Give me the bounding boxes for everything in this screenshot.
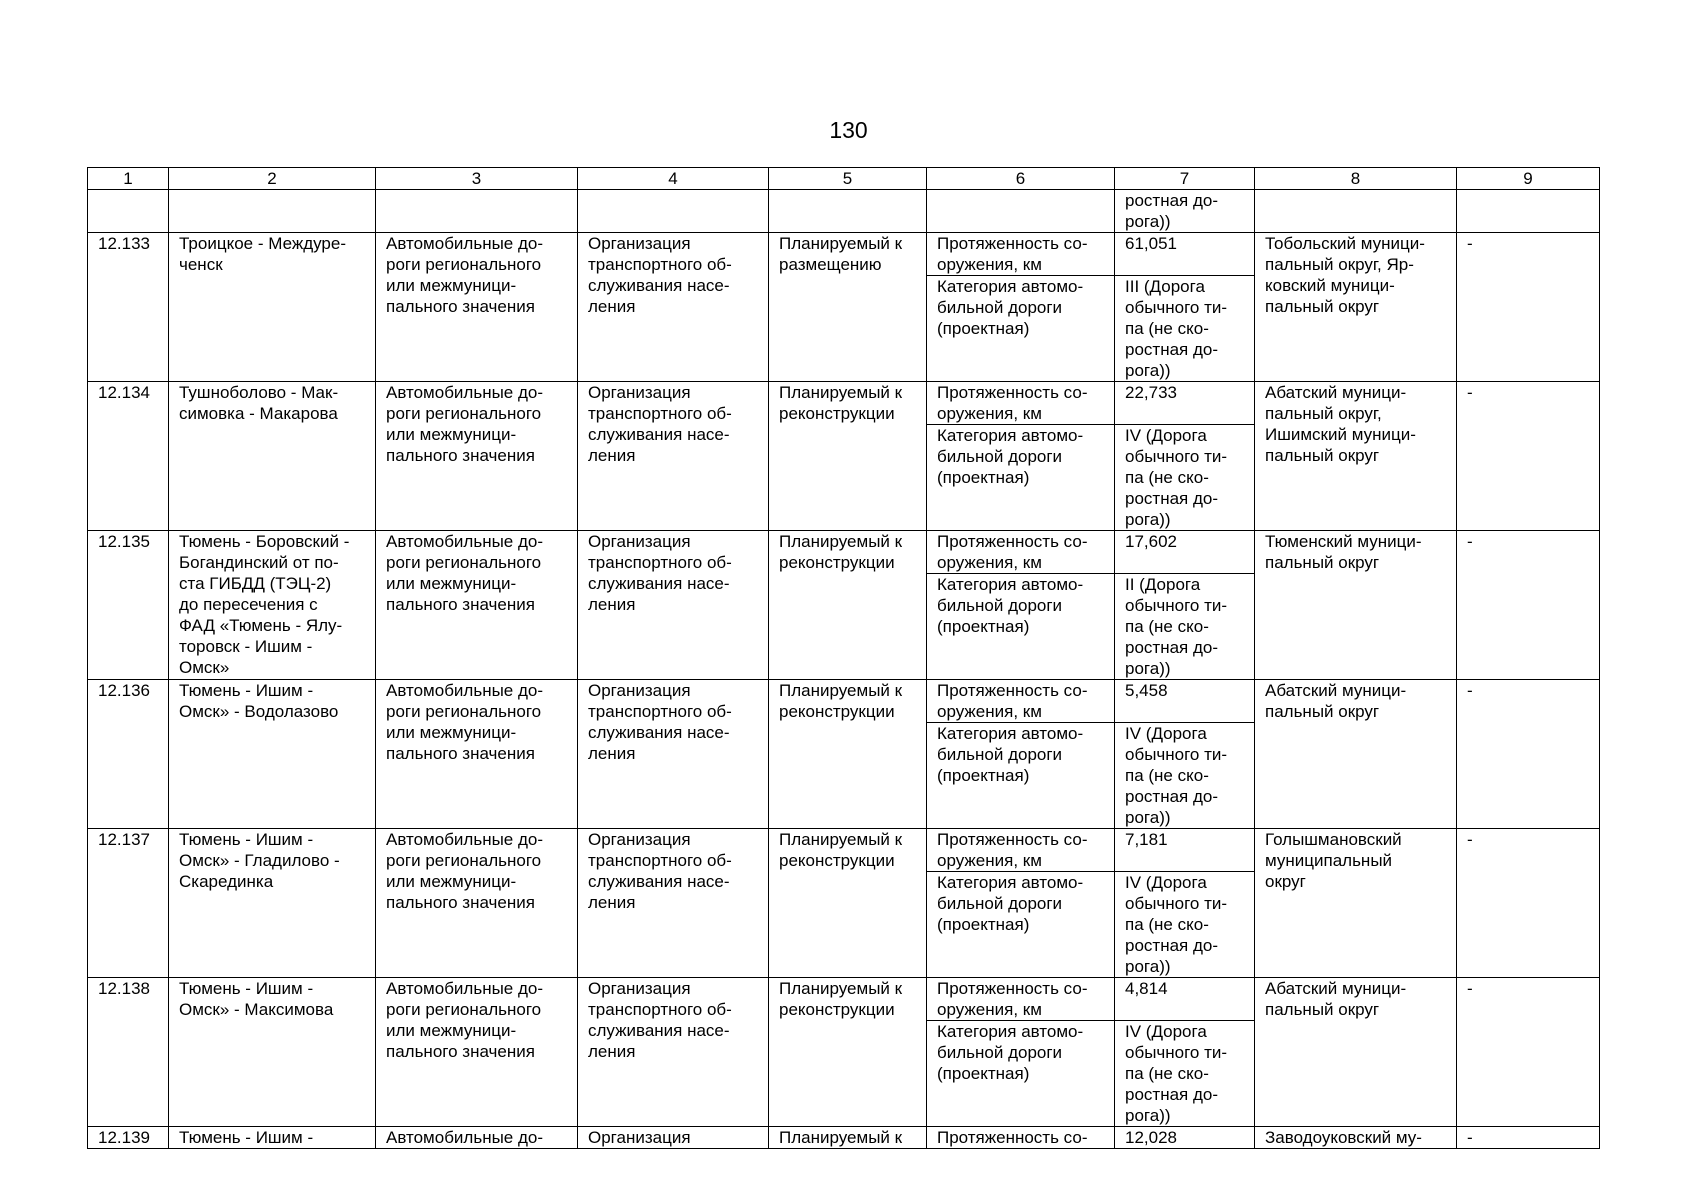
object-number: 12.133 [88, 233, 169, 382]
parameter-value: 7,181 [1115, 829, 1255, 872]
table-row [88, 1127, 1600, 1149]
object-status: Планируемый к реконструкции [769, 978, 927, 1127]
parameter-name: Категория автомо- бильной дороги (проектная) [927, 574, 1115, 680]
parameter-name: Протяженность со- оружения, км [927, 531, 1115, 574]
parameter-name: Категория автомо- бильной дороги (проектная) [927, 1021, 1115, 1127]
objects-table [87, 167, 1600, 1149]
object-name: Тюмень - Боровский - Богандинский от по- ста ГИБДД (ТЭЦ-2) до пересечения с ФАД «Тюмень - Ялу- торовск - Ишим - Омск» [169, 531, 376, 680]
object-purpose: Организация транспортного об- служивания насе- ления [578, 829, 769, 978]
object-name: Тюмень - Ишим - Омск» - Гладилово - Скарединка [169, 829, 376, 978]
object-number: 12.136 [88, 680, 169, 829]
object-type: Автомобильные до- роги регионального или межмуници- пального значения [376, 978, 578, 1127]
column-header: 4 [578, 168, 769, 190]
parameter-value: 17,602 [1115, 531, 1255, 574]
parameter-name: Категория автомо- бильной дороги (проектная) [927, 425, 1115, 531]
object-number: 12.137 [88, 829, 169, 978]
object-location: Голышмановский муниципальный округ [1255, 829, 1457, 978]
parameter-value: III (Дорога обычного ти- па (не ско- ростная до- рога)) [1115, 276, 1255, 382]
column-header: 7 [1115, 168, 1255, 190]
object-type: Автомобильные до- роги регионального или межмуници- пального значения [376, 382, 578, 531]
object-purpose: Организация транспортного об- служивания насе- ления [578, 531, 769, 680]
column-header: 5 [769, 168, 927, 190]
column-number-row [88, 168, 1600, 190]
object-status: Планируемый к размещению [769, 233, 927, 382]
parameter-value: 22,733 [1115, 382, 1255, 425]
object-purpose: Организация транспортного об- служивания насе- ления [578, 382, 769, 531]
object-location: Тобольский муници- пальный округ, Яр- ковский муници- пальный округ [1255, 233, 1457, 382]
object-location: Тюменский муници- пальный округ [1255, 531, 1457, 680]
object-name: Тушноболово - Мак- симовка - Макарова [169, 382, 376, 531]
object-zone: - [1457, 1127, 1600, 1149]
object-location: Абатский муници- пальный округ [1255, 978, 1457, 1127]
column-header: 9 [1457, 168, 1600, 190]
parameter-value: 12,028 [1115, 1127, 1255, 1149]
object-zone: - [1457, 680, 1600, 829]
object-number: 12.135 [88, 531, 169, 680]
parameter-value: II (Дорога обычного ти- па (не ско- ростная до- рога)) [1115, 574, 1255, 680]
parameter-name: Категория автомо- бильной дороги (проектная) [927, 872, 1115, 978]
object-type: Автомобильные до- роги регионального или межмуници- пального значения [376, 233, 578, 382]
parameter-name: Категория автомо- бильной дороги (проектная) [927, 723, 1115, 829]
object-purpose: Организация [578, 1127, 769, 1149]
object-number: 12.134 [88, 382, 169, 531]
column-header: 8 [1255, 168, 1457, 190]
parameter-value: IV (Дорога обычного ти- па (не ско- ростная до- рога)) [1115, 425, 1255, 531]
table-row [88, 829, 1600, 872]
object-name: Троицкое - Междуре- ченск [169, 233, 376, 382]
object-zone: - [1457, 382, 1600, 531]
object-status: Планируемый к реконструкции [769, 680, 927, 829]
object-type: Автомобильные до- роги регионального или межмуници- пального значения [376, 531, 578, 680]
parameter-value: 61,051 [1115, 233, 1255, 276]
parameter-value: IV (Дорога обычного ти- па (не ско- ростная до- рога)) [1115, 1021, 1255, 1127]
parameter-name: Протяженность со- оружения, км [927, 382, 1115, 425]
table-row [88, 978, 1600, 1021]
object-purpose: Организация транспортного об- служивания насе- ления [578, 680, 769, 829]
parameter-name: Протяженность со- оружения, км [927, 978, 1115, 1021]
parameter-value: 5,458 [1115, 680, 1255, 723]
object-status: Планируемый к реконструкции [769, 531, 927, 680]
parameter-name: Протяженность со- оружения, км [927, 680, 1115, 723]
object-zone: - [1457, 233, 1600, 382]
continuation-row [88, 190, 1600, 233]
page-number: 130 [829, 117, 868, 143]
object-type: Автомобильные до- роги регионального или межмуници- пального значения [376, 680, 578, 829]
parameter-name: Протяженность со- [927, 1127, 1115, 1149]
object-name: Тюмень - Ишим - Омск» - Максимова [169, 978, 376, 1127]
object-number: 12.138 [88, 978, 169, 1127]
object-status: Планируемый к [769, 1127, 927, 1149]
parameter-value: IV (Дорога обычного ти- па (не ско- ростная до- рога)) [1115, 723, 1255, 829]
parameter-name: Протяженность со- оружения, км [927, 829, 1115, 872]
object-number: 12.139 [88, 1127, 169, 1149]
parameter-name: Категория автомо- бильной дороги (проектная) [927, 276, 1115, 382]
object-name: Тюмень - Ишим - [169, 1127, 376, 1149]
object-zone: - [1457, 829, 1600, 978]
parameter-value: IV (Дорога обычного ти- па (не ско- ростная до- рога)) [1115, 872, 1255, 978]
parameter-name: Протяженность со- оружения, км [927, 233, 1115, 276]
table-row [88, 233, 1600, 276]
object-zone: - [1457, 531, 1600, 680]
column-header: 1 [88, 168, 169, 190]
object-zone: - [1457, 978, 1600, 1127]
object-location: Абатский муници- пальный округ [1255, 680, 1457, 829]
object-purpose: Организация транспортного об- служивания насе- ления [578, 233, 769, 382]
column-header: 3 [376, 168, 578, 190]
table-row [88, 680, 1600, 723]
object-name: Тюмень - Ишим - Омск» - Водолазово [169, 680, 376, 829]
table-row [88, 531, 1600, 574]
table-row [88, 382, 1600, 425]
object-purpose: Организация транспортного об- служивания насе- ления [578, 978, 769, 1127]
object-type: Автомобильные до- роги регионального или межмуници- пального значения [376, 829, 578, 978]
column-header: 2 [169, 168, 376, 190]
continuation-value: ростная до- рога)) [1115, 190, 1255, 233]
parameter-value: 4,814 [1115, 978, 1255, 1021]
column-header: 6 [927, 168, 1115, 190]
object-type: Автомобильные до- [376, 1127, 578, 1149]
object-status: Планируемый к реконструкции [769, 829, 927, 978]
object-location: Абатский муници- пальный округ, Ишимский муници- пальный округ [1255, 382, 1457, 531]
object-location: Заводоуковский му- [1255, 1127, 1457, 1149]
object-status: Планируемый к реконструкции [769, 382, 927, 531]
